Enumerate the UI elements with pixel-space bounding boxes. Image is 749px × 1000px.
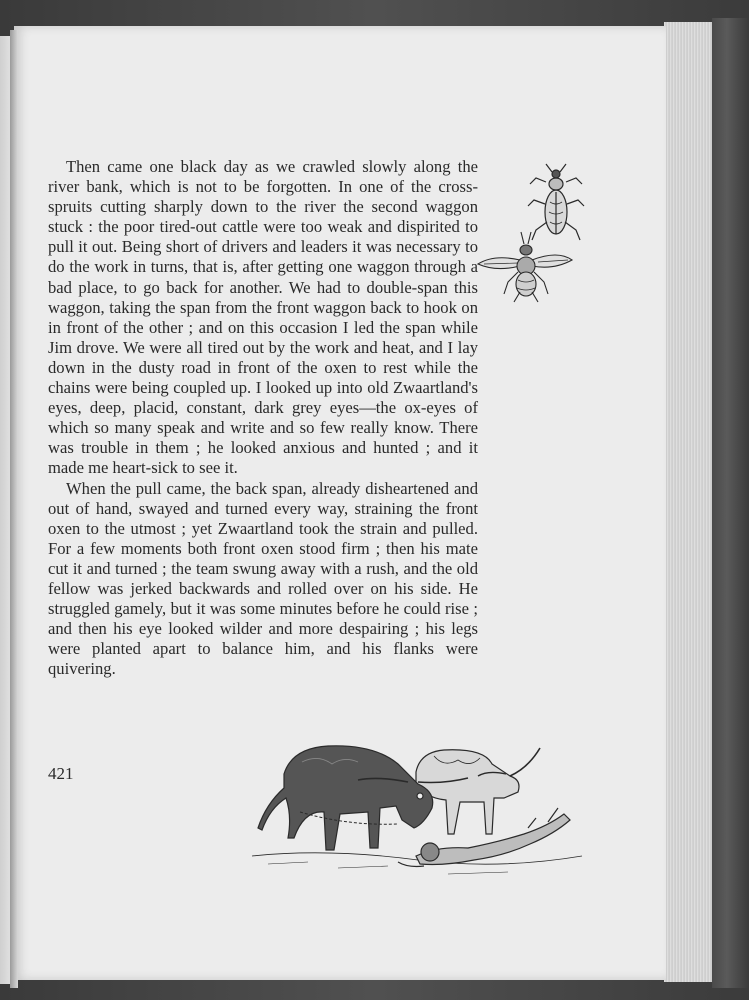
- page-edges: [664, 22, 714, 982]
- page-gutter: [10, 30, 18, 988]
- paragraph-2: When the pull came, the back span, already disheartened and out of hand, swayed and turned every way, straining the front oxen to the utmost ; yet Zwaartland took the strain and pulled. For a few moments both front oxen stood firm ; then his mate cut it and turned ; the team swung away with a rush, and the old fellow was jerked backwards and rolled over on his side. He struggled gamely, but it was some minutes before he could rise ; and then his eye looked wilder and more despairing ; his legs were planted apart to balance him, and his flanks were quivering.: [48, 478, 478, 679]
- page-number: 421: [48, 764, 74, 783]
- book-spine: [712, 18, 749, 988]
- fly-icon: [474, 224, 574, 306]
- paragraph-1: Then came one black day as we crawled slowly along the river bank, which is not to be forgotten. In one of the cross-spruits cutting sharply down to the river the second waggon stuck : the poor tired-out cattle were too weak and dispirited to pull it out. Being short of drivers and leaders it was necessary to do the work in turns, that is, after getting one waggon through a bad place, to go back for another. We had to double-span this waggon, taking the span from the front waggon back to hook on in front of the other ; and on this occasion I led the span while Jim drove. We were all tired out by the work and heat, and I lay down in the dusty road in front of the oxen to rest while the chains were being coupled up. I looked up into old Zwaartland's eyes, deep, placid, constant, dark grey eyes—the ox-eyes of which so many speak and write and so few really know. There was trouble in them ; he looked anxious and hunted ; and it made me heart-sick to see it.: [48, 157, 478, 478]
- oxen-illustration: [248, 738, 586, 890]
- body-text: [48, 157, 478, 679]
